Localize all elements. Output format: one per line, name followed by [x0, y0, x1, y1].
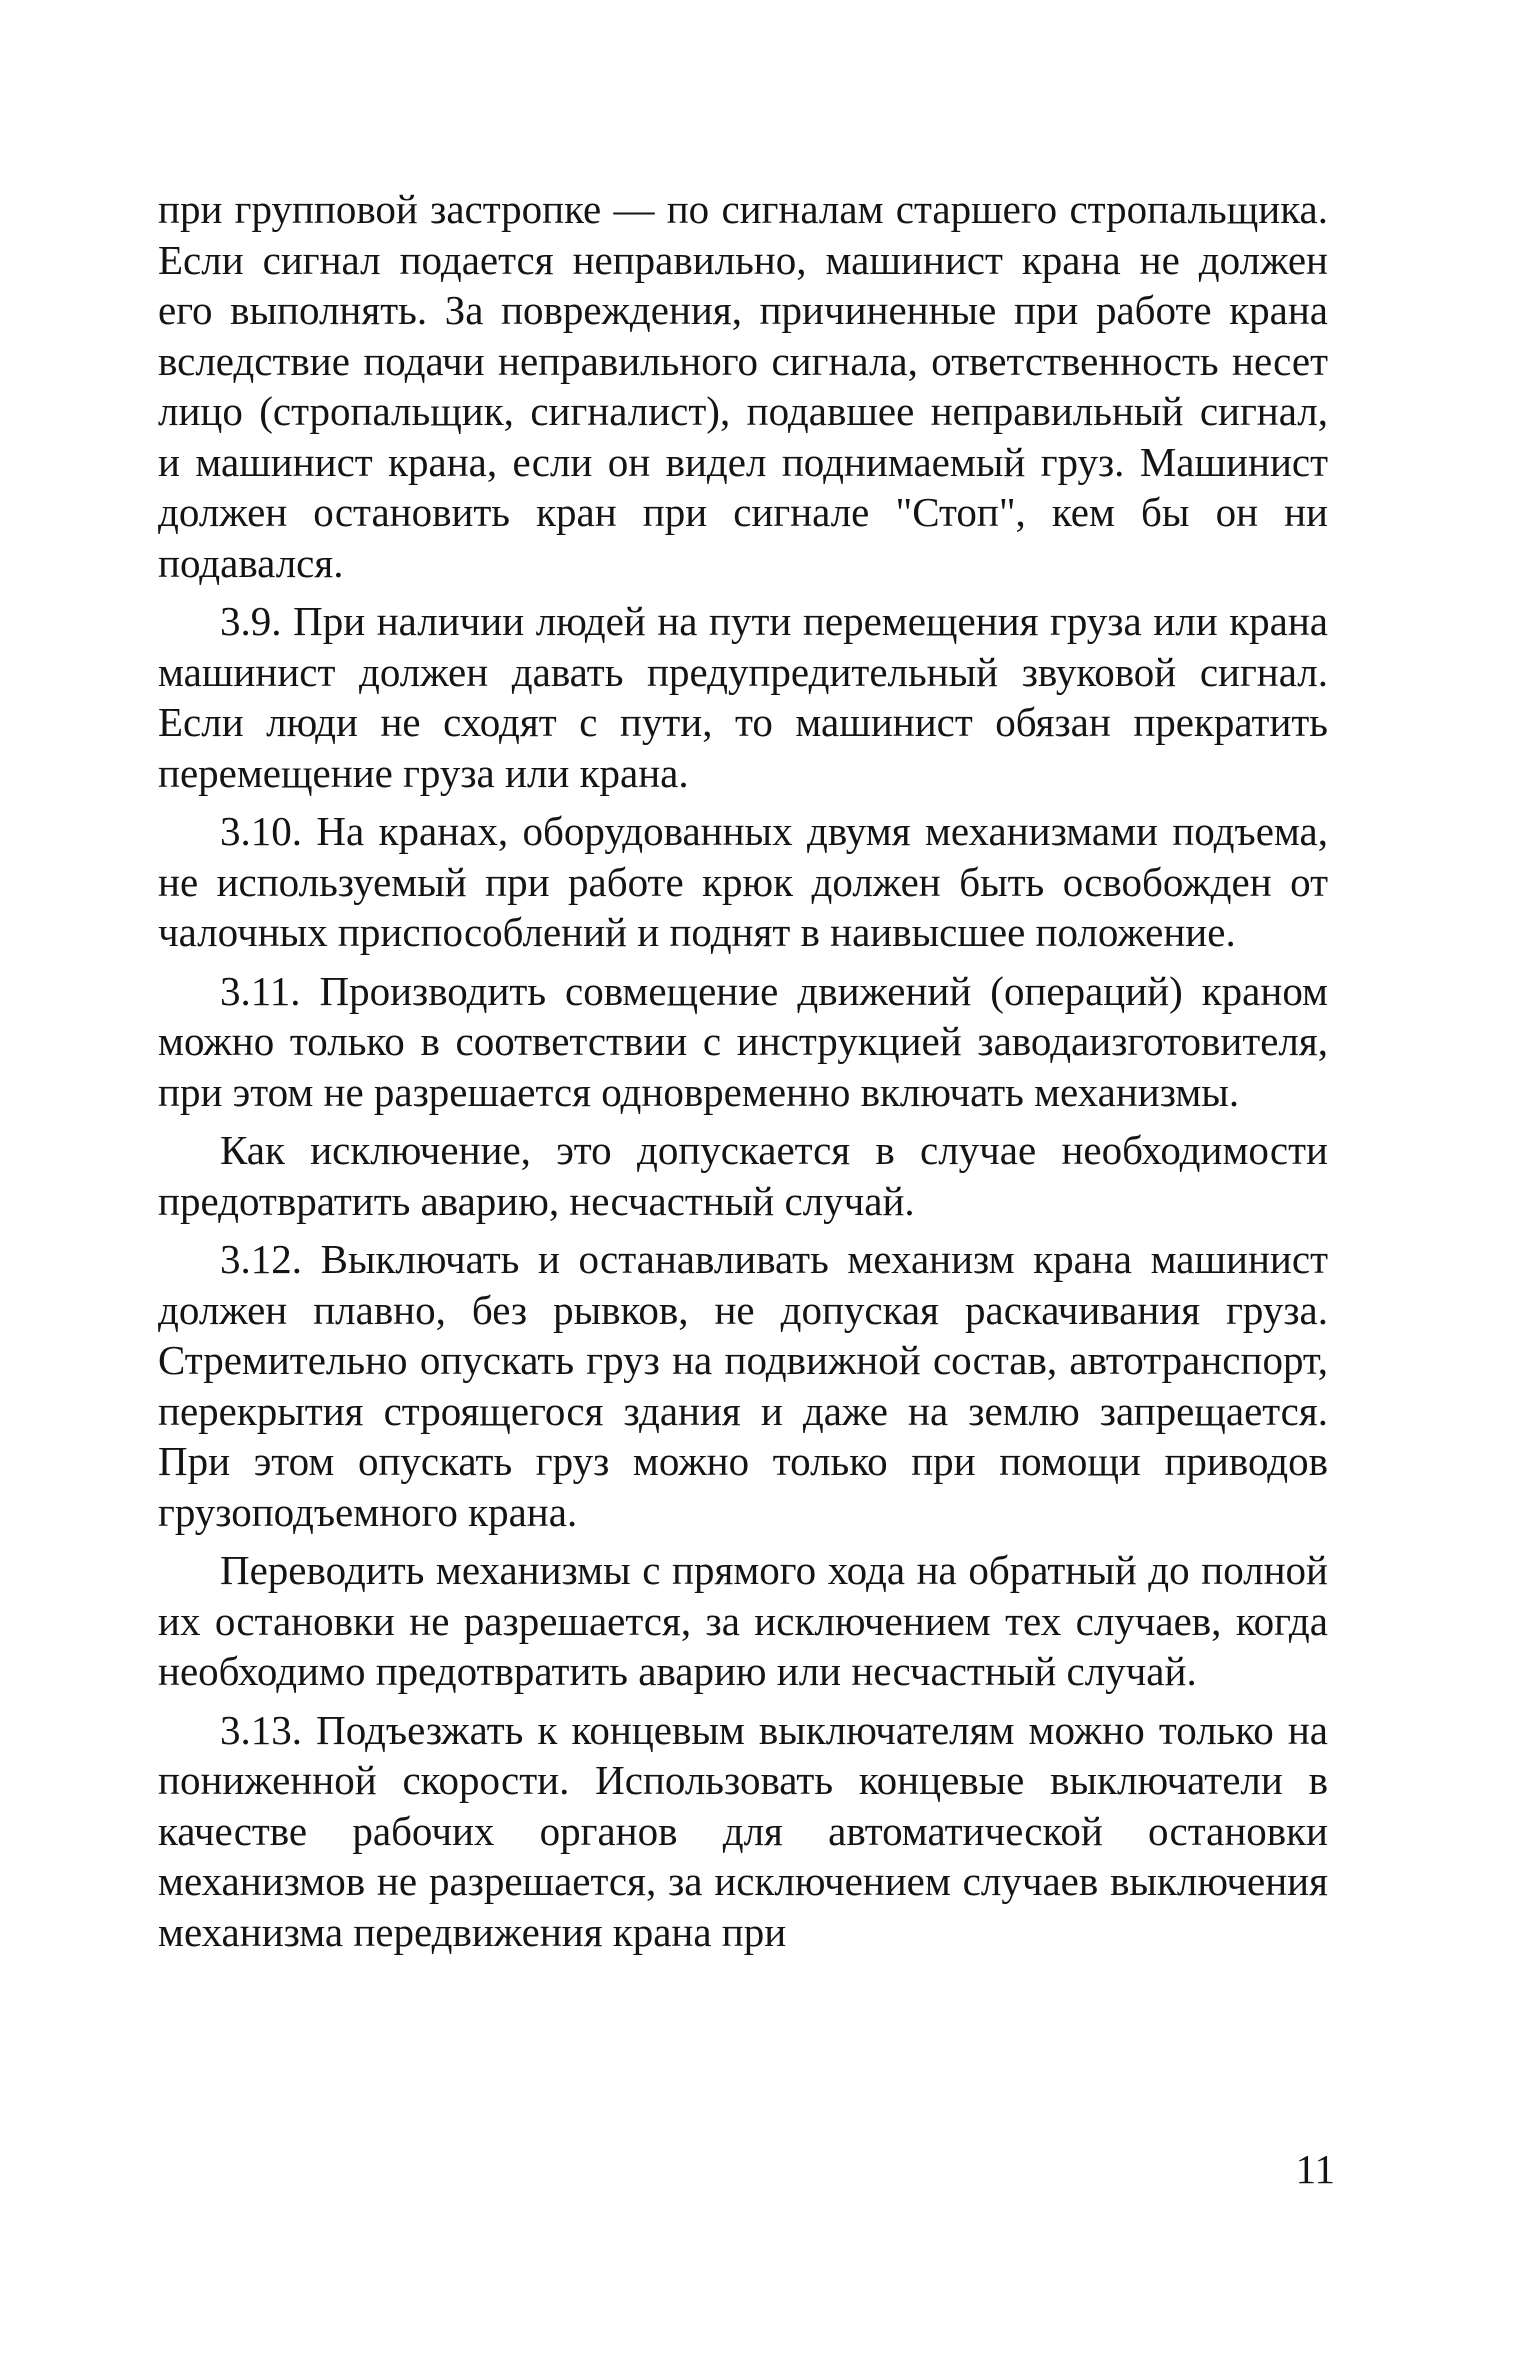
- paragraph-3-13: 3.13. Подъезжать к концевым выключателям можно только на пониженной скорости. Использовать концевые выключатели в качестве рабочих органов для автоматической остановки механизмов не разрешается, за исключением случаев выключения механизма передвижения крана при: [158, 1706, 1328, 1955]
- paragraph-3-12: 3.12. Выключать и останавливать механизм крана машинист должен плавно, без рывков, не допуская раскачивания груза. Стремительно опускать груз на подвижной состав, автотранспорт, перекрытия строящегося здания и даже на землю запрещается. При этом опускать груз можно только при помощи приводов грузоподъемного крана.: [158, 1236, 1328, 1535]
- paragraph-reversal: Переводить механизмы с прямого хода на обратный до полной их остановки не разрешается, за исключением тех случаев, когда необходимо предотвратить аварию или несчастный случай.: [158, 1547, 1328, 1694]
- paragraph-exception: Как исключение, это допускается в случае необходимости предотвратить аварию, несчастный случай.: [158, 1127, 1328, 1224]
- paragraph-3-9: 3.9. При наличии людей на пути перемещения груза или крана машинист должен давать предупредительный звуковой сигнал. Если люди не сходят с пути, то машинист обязан прекратить перемещение груза или крана.: [158, 598, 1328, 796]
- paragraph-continuation: при групповой застропке — по сигналам старшего стропальщика. Если сигнал подается неправильно, машинист крана не должен его выполнять. За повреждения, причиненные при работе крана вследствие подачи неправильного сигнала, ответственность несет лицо (стропальщик, сигналист), подавшее неправильный сигнал, и машинист крана, если он видел поднимаемый груз. Машинист должен остановить кран при сигнале "Стоп", кем бы он ни подавался.: [158, 186, 1328, 586]
- paragraph-3-11: 3.11. Производить совмещение движений (операций) краном можно только в соответствии с инструкцией заводаизготовителя, при этом не разрешается одновременно включать механизмы.: [158, 967, 1328, 1115]
- page-number: 11: [1295, 2146, 1335, 2192]
- paragraph-3-10: 3.10. На кранах, оборудованных двумя механизмами подъема, не используемый при работе крюк должен быть освобожден от чалочных приспособлений и поднят в наивысшее положение.: [158, 808, 1328, 955]
- body-text: [158, 184, 1328, 1965]
